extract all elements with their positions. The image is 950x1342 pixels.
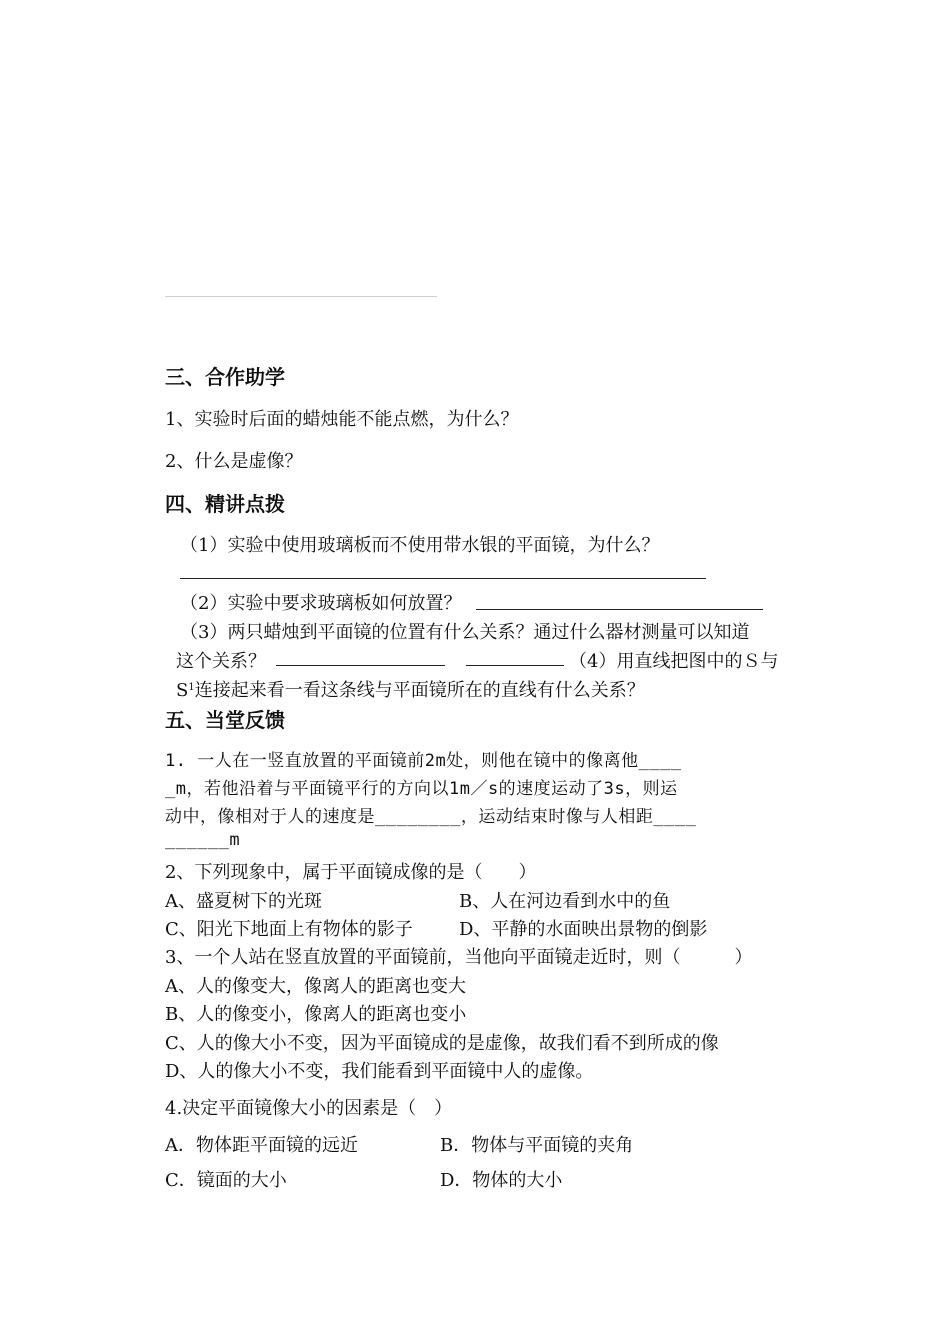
s5-q3-option-a: A、人的像变大，像离人的距离也变大	[165, 976, 466, 997]
s5-q3-option-b: B、人的像变小，像离人的距离也变小	[165, 1004, 467, 1025]
answer-line-4[interactable]	[466, 665, 564, 666]
s5-q2: 2、下列现象中，属于平面镜成像的是（ ）	[165, 862, 537, 883]
s4-point-3-line1: （3）两只蜡烛到平面镜的位置有什么关系？通过什么器材测量可以知道	[180, 622, 750, 643]
s4-point-3-line2: 这个关系？	[176, 651, 266, 672]
s3-question-2: 2、什么是虚像？	[165, 451, 303, 472]
s5-q2-option-c: C、阳光下地面上有物体的影子	[165, 919, 413, 940]
s5-q4-option-b: B．物体与平面镜的夹角	[440, 1135, 634, 1156]
s-prime-mark: 1	[188, 682, 195, 693]
s4-point-4-text: 连接起来看一看这条线与平面镜所在的直线有什么关系？	[194, 680, 645, 701]
s5-q2-option-d: D、平静的水面映出景物的倒影	[459, 919, 708, 940]
section-4-title: 四、精讲点拨	[165, 492, 285, 516]
section-3-title: 三、合作助学	[165, 365, 285, 389]
s5-q2-option-b: B、人在河边看到水中的鱼	[459, 891, 671, 912]
s-label: S	[176, 680, 189, 701]
s5-q3-option-d: D、人的像大小不变，我们能看到平面镜中人的虚像。	[165, 1061, 594, 1082]
answer-line-1[interactable]	[180, 578, 706, 579]
footnote-separator	[165, 296, 437, 297]
answer-line-3[interactable]	[276, 665, 445, 666]
s5-q2-option-a: A、盛夏树下的光斑	[165, 891, 322, 912]
section-5-title: 五、当堂反馈	[165, 708, 285, 732]
s5-q4: 4.决定平面镜像大小的因素是（ ）	[165, 1098, 453, 1119]
s4-point-2: （2）实验中要求玻璃板如何放置？	[180, 593, 462, 614]
s5-q1-line3: 动中，像相对于人的速度是________，运动结束时像与人相距____	[165, 807, 697, 827]
s4-point-4-line2	[176, 676, 645, 702]
s5-q1-line2: _m，若他沿着与平面镜平行的方向以1m／s的速度运动了3s，则运	[165, 779, 678, 799]
s5-q4-option-a: A．物体距平面镜的远近	[165, 1135, 358, 1156]
s3-question-1: 1、实验时后面的蜡烛能不能点燃，为什么？	[165, 409, 519, 430]
s5-q1-line1: 1. 一人在一竖直放置的平面镜前2m处，则他在镜中的像离他____	[165, 751, 682, 771]
s5-q1-line4: ______m	[165, 830, 241, 850]
s4-point-4-line1: （4）用直线把图中的Ｓ与	[569, 651, 779, 672]
s5-q3: 3、一个人站在竖直放置的平面镜前，当他向平面镜走近时，则（ ）	[165, 947, 753, 968]
s4-point-1: （1）实验中使用玻璃板而不使用带水银的平面镜，为什么？	[180, 535, 660, 556]
answer-line-2[interactable]	[476, 609, 763, 610]
s5-q4-option-c: C．镜面的大小	[165, 1170, 287, 1191]
s5-q4-option-d: D．物体的大小	[440, 1170, 563, 1191]
s5-q3-option-c: C、人的像大小不变，因为平面镜成的是虚像，故我们看不到所成的像	[165, 1033, 719, 1054]
